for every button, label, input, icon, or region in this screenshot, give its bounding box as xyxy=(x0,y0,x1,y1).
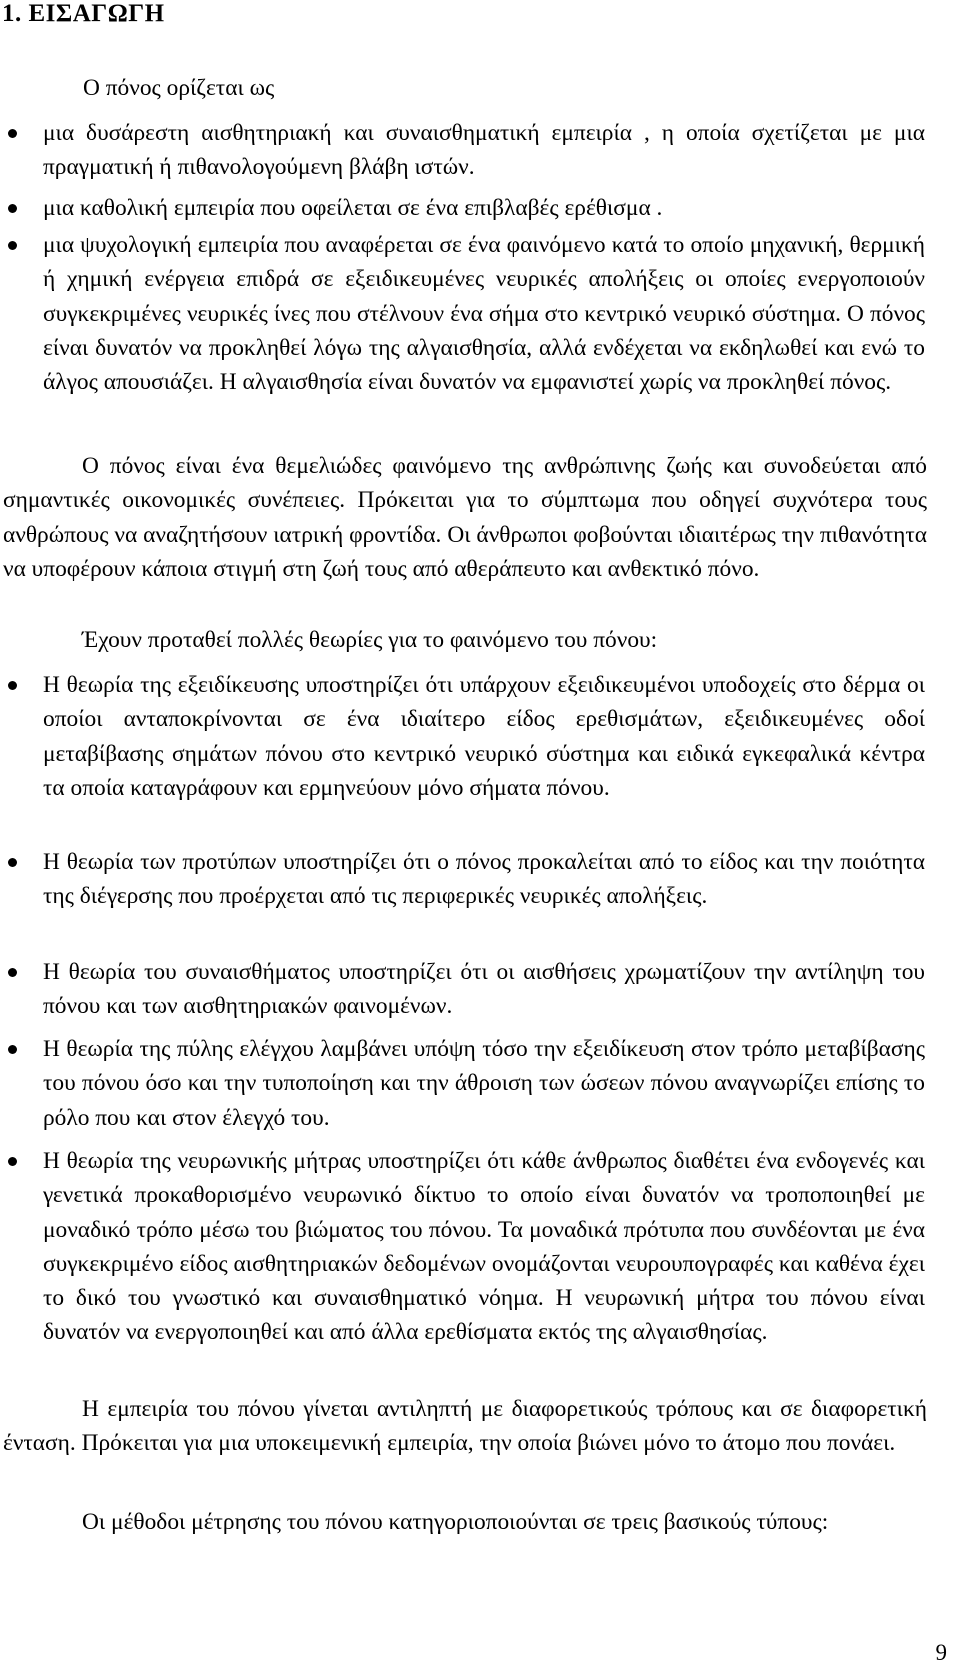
bullet-icon xyxy=(8,241,17,250)
theory-text: Η θεωρία της νευρωνικής μήτρας υποστηρίζει ότι κάθε άνθρωπος διαθέτει ένα ενδογενές και γενετικά προκαθορισμένο νευρωνικό δίκτυο το οποίο είναι δυνατόν να τροποποιηθεί με μοναδικό τρόπο μέσω του βιώματος του πόνου. Τα μοναδικά πρότυπα που συνδέονται με ένα συγκεκριμένο είδος αισθητηριακών δεδομένων ονομάζονται νευρουπογραφές και καθένα έχει το δικό του γνωστικό και συναισθηματικό νόημα. Η νευρωνική μήτρα του πόνου είναι δυνατόν να ενεργοποιηθεί και από άλλα ερεθίσματα εκτός της αλγαισθησίας. xyxy=(43,1148,925,1346)
definition-text: μια καθολική εμπειρία που οφείλεται σε ένα επιβλαβές ερέθισμα . xyxy=(43,195,663,221)
page-number: 9 xyxy=(935,1640,947,1665)
theory-text: Η θεωρία της πύλης ελέγχου λαμβάνει υπόψη τόσο την εξειδίκευση στον τρόπο μεταβίβασης του πόνου όσο και την τυποποίηση και την άθροιση των ώσεων πόνου αναγνωρίζει επίσης το ρόλο που και στον έλεγχό του. xyxy=(43,1036,925,1131)
bullet-icon xyxy=(8,129,17,138)
paragraph-text: Οι μέθοδοι μέτρησης του πόνου κατηγοριοποιούνται σε τρεις βασικούς τύπους: xyxy=(82,1509,829,1535)
bullet-icon xyxy=(8,1157,17,1166)
theory-text: Η θεωρία του συναισθήματος υποστηρίζει ότι οι αισθήσεις χρωματίζουν την αντίληψη του πόνου και των αισθητηριακών φαινομένων. xyxy=(43,959,925,1020)
bullet-icon xyxy=(8,1045,17,1054)
definition-intro: Ο πόνος ορίζεται ως xyxy=(83,75,275,101)
bullet-icon xyxy=(8,204,17,213)
bullet-icon xyxy=(8,681,17,690)
definition-item xyxy=(43,228,925,399)
body-paragraph xyxy=(3,449,927,586)
definition-item xyxy=(43,116,925,185)
theory-text: Η θεωρία της εξειδίκευσης υποστηρίζει ότι υπάρχουν εξειδικευμένοι υποδοχείς στο δέρμα οι οποίοι ανταποκρίνονται σε ένα ιδιαίτερο είδος ερεθισμάτων, εξειδικευμένες οδοί μεταβίβασης σημάτων πόνου στο κεντρικό νευρικό σύστημα και ειδικά εγκεφαλικά κέντρα τα οποία καταγράφουν και ερμηνεύουν μόνο σήματα πόνου. xyxy=(43,672,925,801)
theory-item xyxy=(43,955,925,1024)
theory-text: Η θεωρία των προτύπων υποστηρίζει ότι ο πόνος προκαλείται από το είδος και την ποιότητα της διέγερσης που προέρχεται από τις περιφερικές νευρικές απολήξεις. xyxy=(43,849,925,910)
body-paragraph xyxy=(3,1392,927,1461)
bullet-icon xyxy=(8,968,17,977)
body-paragraph xyxy=(3,1505,927,1539)
paragraph-text: Η εμπειρία του πόνου γίνεται αντιληπτή με διαφορετικούς τρόπους και σε διαφορετική ένταση. Πρόκειται για μια υποκειμενική εμπειρία, την οποία βιώνει μόνο το άτομο που πονάει. xyxy=(3,1396,927,1457)
bullet-icon xyxy=(8,858,17,867)
definition-text: μια δυσάρεστη αισθητηριακή και συναισθηματική εμπειρία , η οποία σχετίζεται με μια πραγματική ή πιθανολογούμενη βλάβη ιστών. xyxy=(43,120,925,181)
paragraph-text: Ο πόνος είναι ένα θεμελιώδες φαινόμενο της ανθρώπινης ζωής και συνοδεύεται από σημαντικές οικονομικές συνέπειες. Πρόκειται για το σύμπτωμα που οδηγεί συχνότερα τους ανθρώπους να αναζητήσουν ιατρική φροντίδα. Οι άνθρωποι φοβούνται ιδιαιτέρως την πιθανότητα να υποφέρουν κάποια στιγμή στη ζωή τους από αθεράπευτο και ανθεκτικό πόνο. xyxy=(3,453,927,582)
section-heading: 1. ΕΙΣΑΓΩΓΗ xyxy=(2,0,165,27)
theory-item xyxy=(43,668,925,805)
theories-intro xyxy=(3,623,927,657)
definition-text: μια ψυχολογική εμπειρία που αναφέρεται σε ένα φαινόμενο κατά το οποίο μηχανική, θερμική ή χημική ενέργεια επιδρά σε εξειδικευμένες νευρικές απολήξεις οι οποίες ενεργοποιούν συγκεκριμένες νευρικές ίνες που στέλνουν ένα σήμα στο κεντρικό νευρικό σύστημα. Ο πόνος είναι δυνατόν να προκληθεί λόγω της αλγαισθησία, αλλά ενδέχεται να εκδηλωθεί και ενώ το άλγος απουσιάζει. Η αλγαισθησία είναι δυνατόν να εμφανιστεί χωρίς να προκληθεί πόνος. xyxy=(43,232,925,396)
theory-item xyxy=(43,1032,925,1135)
paragraph-text: Έχουν προταθεί πολλές θεωρίες για το φαινόμενο του πόνου: xyxy=(82,627,658,653)
theory-item xyxy=(43,1144,925,1350)
theory-item xyxy=(43,845,925,914)
definition-item xyxy=(43,191,925,225)
